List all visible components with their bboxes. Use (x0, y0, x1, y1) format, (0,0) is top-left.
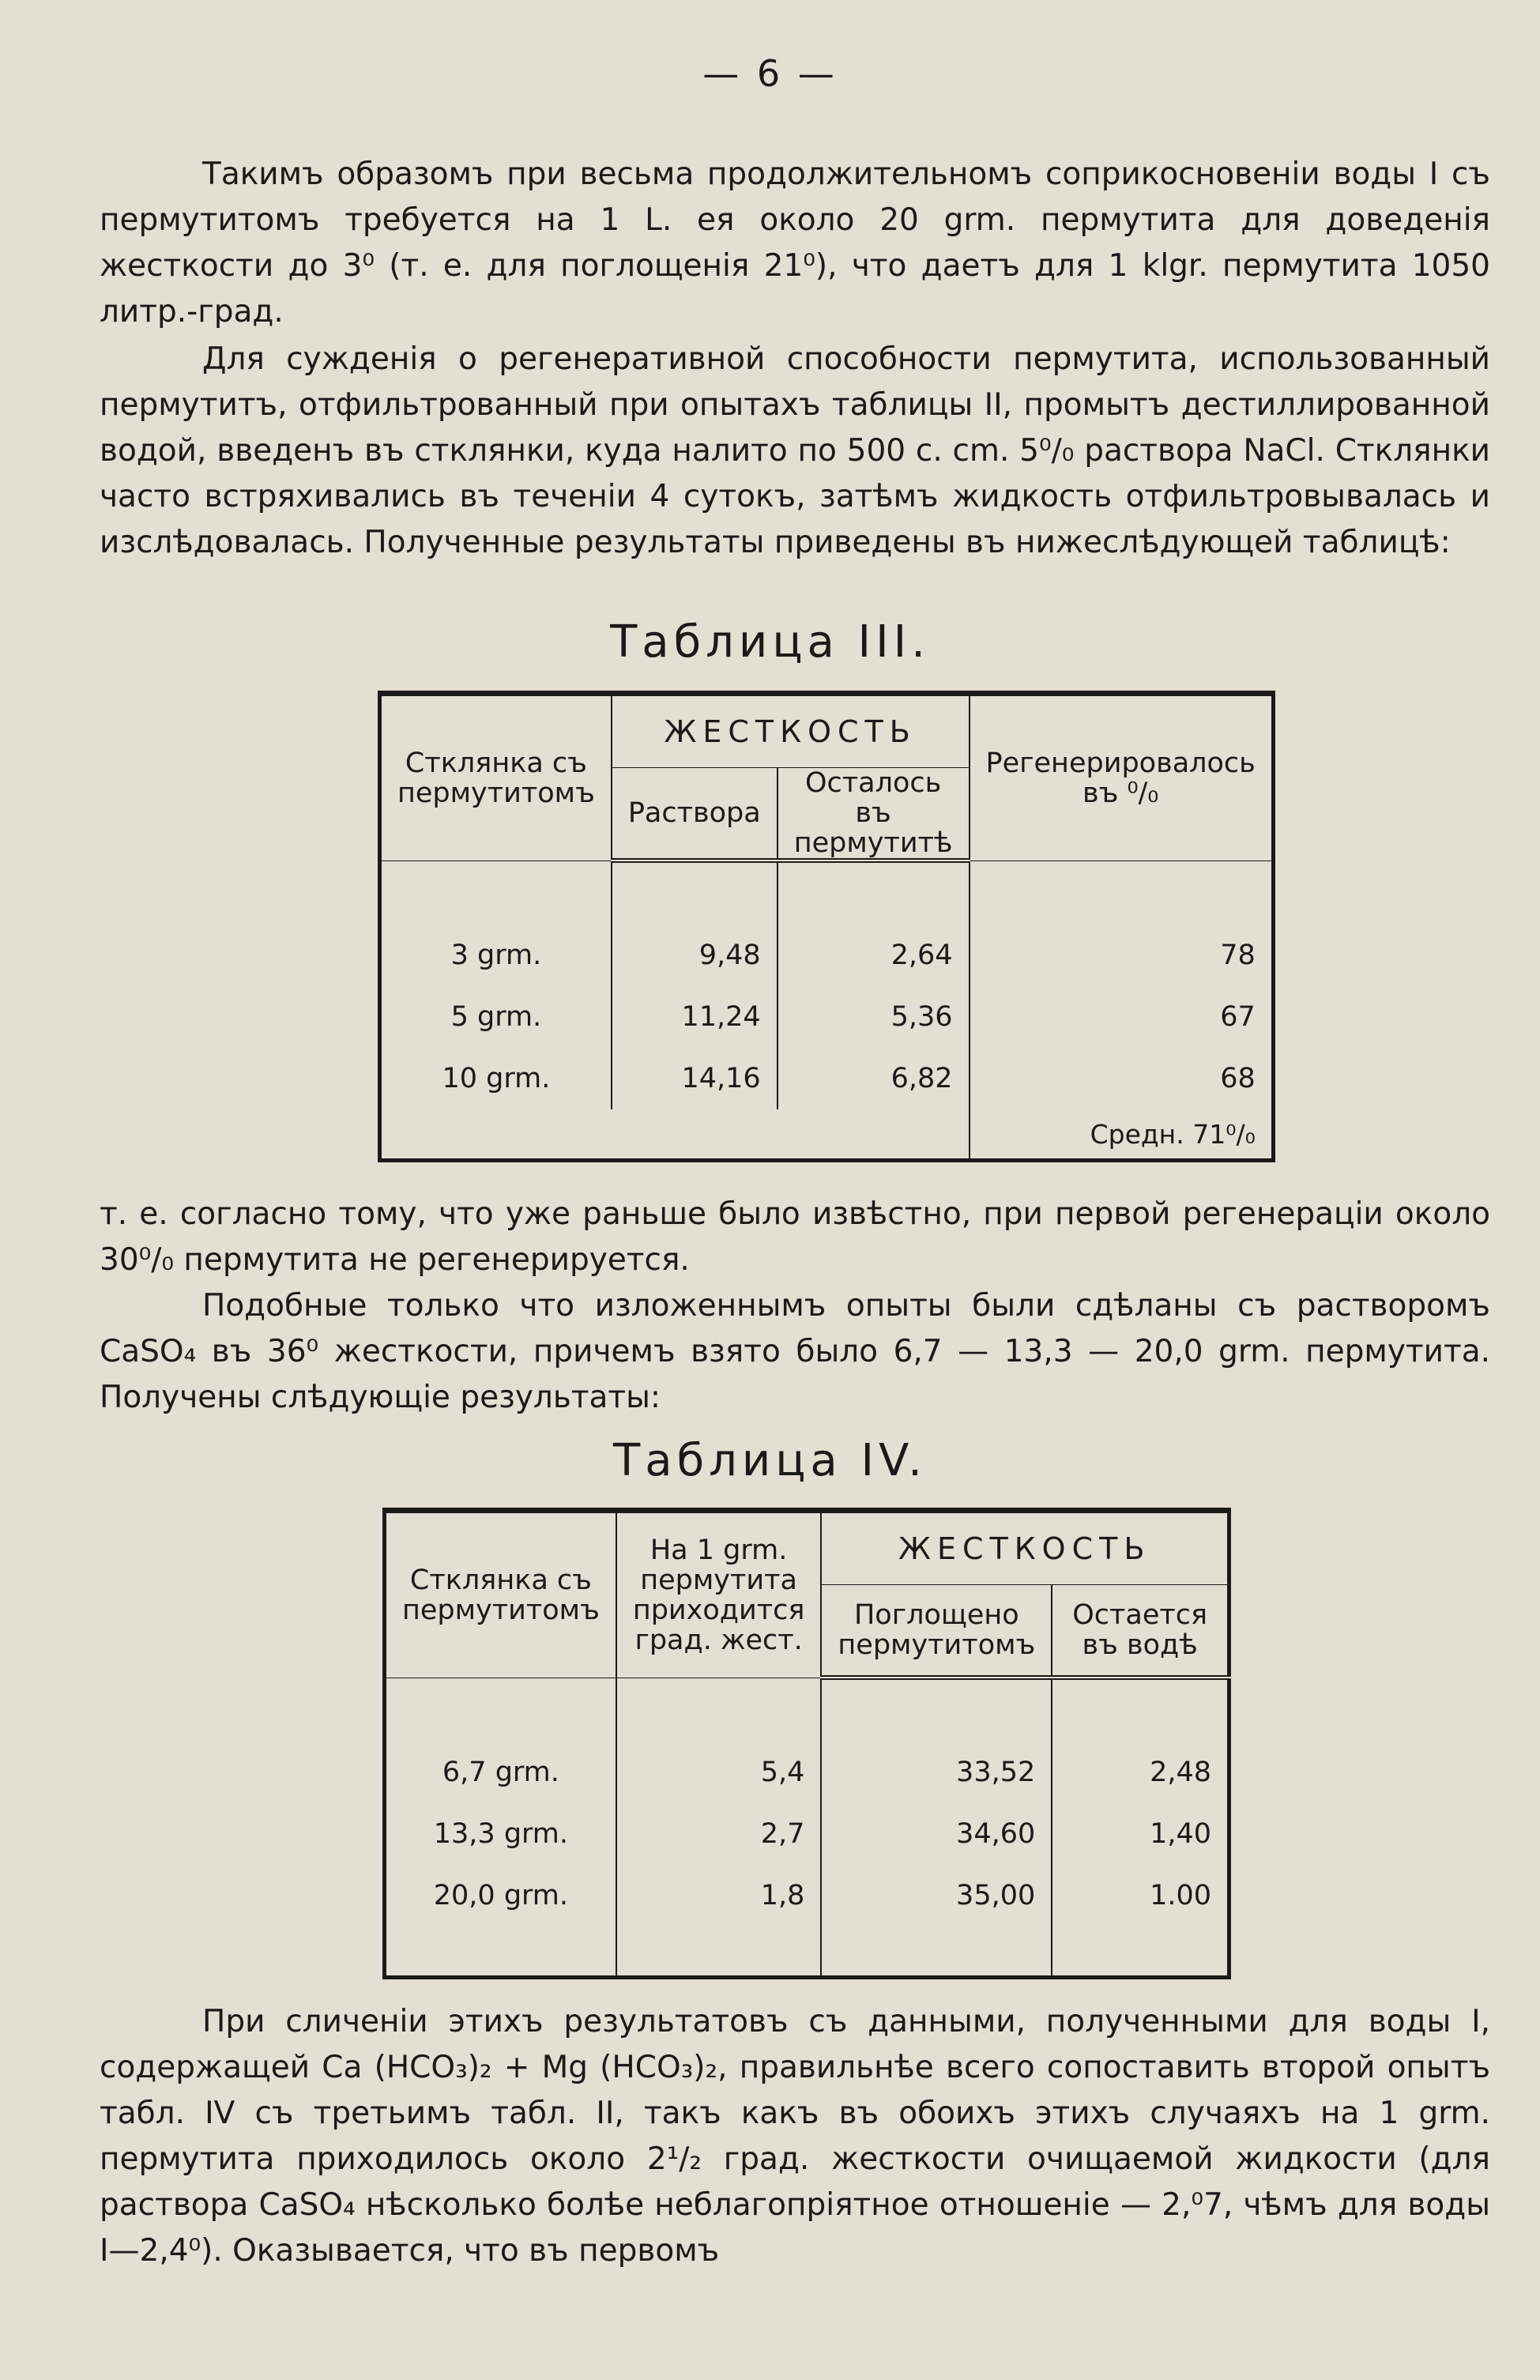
table-4-cell: 33,52 (821, 1742, 1052, 1803)
table-4-cell: 6,7 grm. (442, 1757, 559, 1788)
table-3-cell: 9,48 (612, 925, 778, 986)
table-4-header-per-gram: На 1 grm. пермутита приходится град. жест. (616, 1511, 822, 1678)
paragraph-1-text: Такимъ образомъ при весьма продолжительномъ соприкосновенiи воды I съ пермутитомъ требуется на 1 L. ея около 20 grm. пермутита для доведенiя жесткости до 3⁰ (т. е. для поглощенiя 21⁰), что даетъ для 1 klgr. пермутита 1050 литр.-град. (100, 156, 1490, 330)
table-4-cell: 2,48 (1052, 1742, 1229, 1803)
table-3 (378, 691, 1275, 1162)
table-4-cell: 13,3 grm. (433, 1818, 569, 1850)
table-3-cell: 10 grm. (442, 1063, 551, 1094)
table-3-cell: 78 (970, 925, 1274, 986)
table-row (380, 986, 1274, 1048)
table-3-header-sample: Стклянка съ пермутитомъ (380, 694, 612, 861)
table-3-cell: 2,64 (778, 925, 970, 986)
table-4-cell: 34,60 (821, 1803, 1052, 1865)
paragraph-1 (100, 152, 1490, 335)
table-3-cell: 68 (970, 1048, 1274, 1109)
table-4-header-absorbed: Поглощено пермутитомъ (821, 1585, 1052, 1678)
table-3-header-remaining: Осталось въ пермутитѣ (778, 768, 970, 861)
table-3-cell: 67 (970, 986, 1274, 1048)
table-4-cell: 5,4 (616, 1742, 822, 1803)
paragraph-3-text: т. е. согласно тому, что уже раньше было извѣстно, при первой регенерацiи около 30⁰/₀ пермутита не регенерируется. (100, 1196, 1490, 1278)
table-4 (382, 1508, 1231, 1979)
table-3-header-regenerated: Регенерировалось въ ⁰/₀ (970, 694, 1274, 861)
paragraph-4-text: Подобные только что изложеннымъ опыты были сдѣланы съ растворомъ CaSO₄ въ 36⁰ жесткости, причемъ взято было 6,7 — 13,3 — 20,0 grm. пермутита. Получены слѣдующiе результаты: (100, 1288, 1490, 1415)
table-4-title: Таблица IV. (613, 1435, 927, 1486)
paragraph-5 (100, 1999, 1490, 2274)
table-4-header-left: Остается въ водѣ (1052, 1585, 1229, 1678)
table-row (385, 1742, 1229, 1803)
table-4-cell: 2,7 (616, 1803, 822, 1865)
table-3-header-hardness: ЖЕСТКОСТЬ (612, 694, 970, 768)
table-row (380, 1048, 1274, 1109)
table-4-cell: 20,0 grm. (433, 1880, 569, 1911)
paragraph-3 (100, 1192, 1490, 1283)
table-3-average: Средн. 71⁰/₀ (970, 1109, 1274, 1161)
table-3-cell: 5 grm. (450, 1001, 542, 1033)
table-3-cell: 6,82 (778, 1048, 970, 1109)
table-4-header-sample: Стклянка съ пермутитомъ (385, 1511, 616, 1678)
table-4-cell: 35,00 (821, 1865, 1052, 1926)
table-4-header-hardness: ЖЕСТКОСТЬ (821, 1511, 1229, 1585)
table-3-cell: 11,24 (612, 986, 778, 1048)
table-4-cell: 1,40 (1052, 1803, 1229, 1865)
paragraph-2-text: Для сужденiя о регенеративной способности пермутита, использованный пермутитъ, отфильтрованный при опытахъ таблицы II, промытъ дестиллированной водой, введенъ въ стклянки, куда налито по 500 с. cm. 5⁰/₀ раствора NaCl. Стклянки часто встряхивались въ теченiи 4 сутокъ, затѣмъ жидкость отфильтровывалась и изслѣдовалась. Полученные результаты приведены въ нижеслѣдующей таблицѣ: (100, 341, 1490, 560)
table-3-cell: 3 grm. (450, 940, 542, 971)
table-4-cell: 1.00 (1052, 1865, 1229, 1926)
table-3-cell: 14,16 (612, 1048, 778, 1109)
page-number: — 6 — (702, 52, 838, 95)
table-3-title: Таблица III. (610, 616, 930, 668)
paragraph-5-text: При сличенiи этихъ результатовъ съ данными, полученными для воды I, содержащей Ca (HCO₃)₂ + Mg (HCO₃)₂, правильнѣе всего сопоставить второй опытъ табл. IV съ третьимъ табл. II, такъ какъ въ обоихъ этихъ случаяхъ на 1 grm. пермутита приходилось около 2¹/₂ град. жесткости очищаемой жидкости (для раствора CaSO₄ нѣсколько болѣе неблагопрiятное отношенiе — 2,⁰7, чѣмъ для воды I—2,4⁰). Оказывается, что въ первомъ (100, 2004, 1490, 2269)
paragraph-4 (100, 1283, 1490, 1421)
table-3-header-solution: Раствора (612, 768, 778, 861)
table-row (380, 925, 1274, 986)
table-4-cell: 1,8 (616, 1865, 822, 1926)
paragraph-2 (100, 337, 1490, 566)
table-3-cell: 5,36 (778, 986, 970, 1048)
table-row (385, 1803, 1229, 1865)
table-row (385, 1865, 1229, 1926)
